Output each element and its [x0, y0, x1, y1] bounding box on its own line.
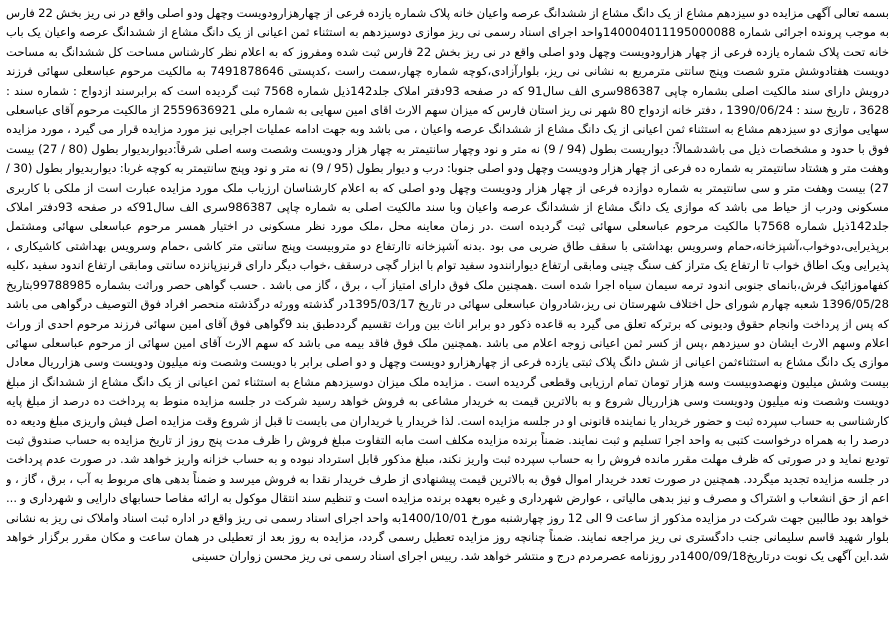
auction-notice-text-block	[6, 4, 889, 627]
auction-notice-paragraph: بسمه تعالی آگهی مزایده دو سیزدهم مشاع از یک دانگ مشاع از ششدانگ عرصه واعیان خانه پلاک شماره یازده فرعی از چهارهزارودویست وچهل ودو اصلی واقع در نی ریز بخش 22 فارس به موجب پرونده اجرائی شماره 140004011195000088واحد اجرای اسناد رسمی نی ریز موازی دوسیزدهم به استثناء ثمن اعیانی از یک دانگ مشاع از ششدانگ عرصه واعیان یک باب خانه تحت پلاک شماره یازده فرعی از چهار هزارودویست وچهل ودو اصلی واقع در نی ریز بخش 22 فارس ثبت شده ومفروز که به اعلام نظر کارشناس مساحت کل ششدانگ به مساحت دویست هفتادوشش مترو شصت وپنج سانتی مترمربع به نشانی نی ریز، بلوارآزادی،کوچه شماره چهار،سمت راست ،کدپستی 7491878646 به مالکیت مرحوم عباسعلی سهائی فرزند درویش دارای سند مالکیت اصلی بشماره چاپی 986387سری الف سال91 که در صفحه 93دفتر املاک جلد142ذیل شماره 7568 ثبت گردیده است که برابرسند ازدواج : شماره سند : 3628 ، تاریخ سند : 1390/06/24 ، دفتر خانه ازدواج 80 شهر نی ریز استان فارس که میزان سهم الارث اقای امین سهایی به شماره ملی 2559636921 از مالکیت مرحوم آقای عباسعلی سهایی موازی دو سیزدهم مشاع به استثناء ثمن اعیانی از یک دانگ مشاع از ششدانگ عرصه واعیان ، می باشد وبه جهت ادامه عملیات اجرایی نیز مورد مزایده قرار می گیرد ، مورد مزایده فوق با حدود و مشخصات ذیل می باشدشمالاً: دیواریست بطول (94 / 9) نه متر و نود وچهار سانتیمتر به چهار هزار ودویست وشصت وسه اصلی شرقاً:دیواربدیوار بطول (80 / 27) بیست وهفت متر و هشتاد سانتیمتر به شماره ده فرعی از چهار هزار ودویست وچهل ودو اصلی جنوبا: درب و دیوار بطول (95 / 9) نه متر و نود وپنج سانتیمتر به کوچه غربا: دیواربدیوار بطول (30 / 27) بیست وهفت متر و سی سانتیمتر به شماره دوازده فرعی از چهار هزار ودویست وچهل ودو اصلی که به اعلام کارشناسان ارزیاب ملک مورد مزایده عبارت است از ملکی با کاربری مسکونی ودرب از حیاط می باشد که موازی یک دانگ مشاع از ششدانگ عرصه واعیان وبا سند مالکیت اصلی به شماره چاپی 986387سری الف سال91که در صفحه 93دفتر املاک جلد142ذیل شماره 7568با مالکیت مرحوم عباسعلی سهائی ثبت گردیده است .در زمان معاینه محل ،ملک مورد نظر مسکونی در اختیار همسر مرحوم عباسعلی سهائی ومشتمل برپذیرایی،دوخواب،آشپزخانه،حمام وسرویس بهداشتی با سقف طاق ضربی می بود .بدنه آشپزخانه تاارتفاع دو متروبیست وپنج سانتی متر کاشی ،حمام وسرویس بهداشتی کاشیکاری ، پذیرایی ویک اطاق خواب تا ارتفاع یک متراز کف سنگ چینی ومابقی ارتفاع دیوارانندود سفید توام با ابزار گچی درسقف ،خواب دیگر دارای قرنیزپانزده سانتی ومابقی ارتفاع اندود سفید ،کلیه کفهاموزائیک فرش،بانمای جنوبی اندود ترمه سیمان سیاه اجرا شده است .همچنین ملک فوق دارای امتیاز آب ، برق ، گاز می باشد . حسب گواهی حصر وراثت بشماره 99788985بتاریخ 1396/05/28 شعبه چهارم شورای حل اختلاف شهرستان نی ریز،شادروان عباسعلی سهائی در تاریخ 1395/03/17در گذشته وورثه درگذشته منحصر افراد فوق التوصیف درگواهی می باشد که پس از پرداخت وانجام حقوق ودیونی که برترکه تعلق می گیرد به قاعده ذکور دو برابر اناث بین وراث تقسیم گرددطبق بند 9گواهی فوق آقای امین سهائی فرزند مرحوم احدی از وراث اعلام وسهم الارث ایشان دو سیزدهم ،پس از کسر ثمن اعیانی زوجه اعلام می باشد .همچنین ملک فوق فاقد بیمه می باشد که سهم الارث آقای امین سهائی از مرحوم عباسعلی سهائی موازی یک دانگ مشاع به استثناءثمن اعیانی از شش دانگ پلاک ثبتی یازده فرعی از چهارهزارو دویست وچهل و دو اصلی برابر با دویست وشصت ونه میلیون ودویست وسی هزارریال معادل بیست وشش میلیون ونهصدوبیست وسه هزار تومان تمام ارزیابی وقطعی گردیده است . مزایده ملک میزان دوسیزدهم مشاع به استثناء ثمن اعیانی از یک دانگ مشاع از ششدانگ از مبلغ دویست وشصت ونه میلیون ودویست وسی هزارریال شروع و به بالاترین قیمت به خریدار مشاعی به فروش خواهد رسید شرکت در جلسه مزایده منوط به پرداخت ده درصد از مبلغ پایه کارشناسی به حساب سپرده ثبت و حضور خریدار یا نماینده قانونی او در جلسه مزایده است. لذا خریدار یا خریداران می بایست تا قبل از شروع وقت مزایده اصل فیش واریزی مبلغ ودیعه ده درصد را به همراه درخواست کتبی به واحد اجرا تسلیم و ثبت نمایند. ضمناً برنده مزایده مکلف است مابه التفاوت مبلغ فروش را ظرف مدت پنج روز از تاریخ مزایده به حساب صندوق ثبت تودیع نماید و در صورتی که ظرف مهلت مقرر مانده فروش را به حساب سپرده ثبت واریز نکند، مبلغ مذکور قابل استرداد نبوده و به حساب خزانه واریز خواهد شد. در صورت عدم پرداخت در جلسه مزایده تجدید میگردد. همچنین در صورت تعدد خریدار اموال فوق به بالاترین قیمت پیشنهادی از طرف خریدار نقدا به فروش میرسد و ضمناً بدهی های مربوط به آب ، برق ، گاز ، و اعم از حق انشعاب و اشتراک و مصرف و نیز بدهی مالیاتی ، عوارض شهرداری و غیره بعهده برنده مزایده است و تنظیم سند انتقال موکول به ارائه مفاصا حسابهای دارایی و شهرداری و ... خواهد بود طالبین جهت شرکت در مزایده مذکور از ساعت 9 الی 12 روز چهارشنبه مورخ 1400/10/01به واحد اجرای اسناد رسمی نی ریز واقع در اداره ثبت اسناد واملاک نی ریز به نشانی بلوار شهید قاسم سلیمانی جنب دادگستری نی ریز مراجعه نمایند. ضمناً چنانچه روز مزایده تعطیل رسمی گردد، مزایده به روز بعد از تعطیلی در همان ساعت و مکان مقرر برگزار خواهد شد.این آگهی یک نوبت درتاریخ1400/09/18در روزنامه عصرمردم درج و منتشر خواهد شد. رییس اجرای اسناد رسمی نی ریز محسن زواران حسینی	[6, 6, 889, 564]
